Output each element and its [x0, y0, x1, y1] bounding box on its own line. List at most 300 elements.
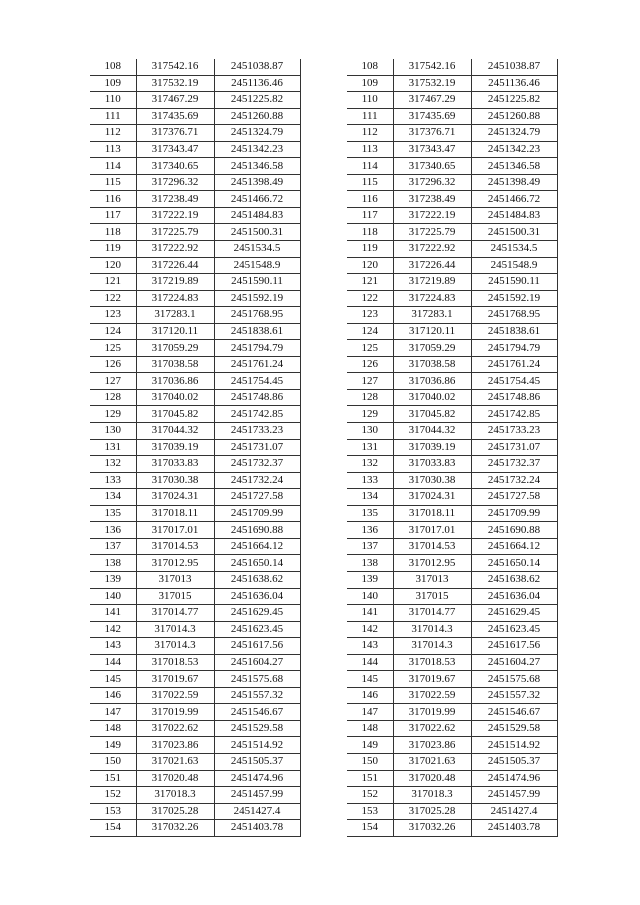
table-row — [347, 423, 557, 440]
point-number-cell: 120 — [90, 257, 136, 274]
table-row — [347, 158, 557, 175]
y-coordinate-cell: 2451457.99 — [471, 787, 557, 804]
y-coordinate-cell: 2451546.67 — [471, 704, 557, 721]
table-row — [347, 671, 557, 688]
point-number-cell: 142 — [90, 621, 136, 638]
table-row — [347, 803, 557, 820]
point-number-cell: 140 — [90, 588, 136, 605]
y-coordinate-cell: 2451500.31 — [471, 224, 557, 241]
point-number-cell: 143 — [347, 638, 393, 655]
y-coordinate-cell: 2451484.83 — [214, 207, 300, 224]
table-row — [90, 803, 300, 820]
x-coordinate-cell: 317059.29 — [136, 340, 214, 357]
y-coordinate-cell: 2451623.45 — [471, 621, 557, 638]
x-coordinate-cell: 317030.38 — [393, 472, 471, 489]
table-row — [347, 125, 557, 142]
x-coordinate-cell: 317019.99 — [393, 704, 471, 721]
table-row — [347, 770, 557, 787]
coordinate-table-body — [347, 59, 557, 836]
point-number-cell: 151 — [347, 770, 393, 787]
y-coordinate-cell: 2451529.58 — [214, 720, 300, 737]
x-coordinate-cell: 317017.01 — [393, 522, 471, 539]
table-row — [90, 108, 300, 125]
y-coordinate-cell: 2451709.99 — [214, 505, 300, 522]
x-coordinate-cell: 317024.31 — [136, 489, 214, 506]
point-number-cell: 110 — [347, 92, 393, 109]
x-coordinate-cell: 317017.01 — [136, 522, 214, 539]
y-coordinate-cell: 2451690.88 — [214, 522, 300, 539]
point-number-cell: 123 — [347, 307, 393, 324]
y-coordinate-cell: 2451346.58 — [214, 158, 300, 175]
y-coordinate-cell: 2451629.45 — [471, 605, 557, 622]
point-number-cell: 130 — [347, 423, 393, 440]
y-coordinate-cell: 2451260.88 — [471, 108, 557, 125]
table-row — [90, 423, 300, 440]
x-coordinate-cell: 317020.48 — [136, 770, 214, 787]
table-row — [90, 141, 300, 158]
x-coordinate-cell: 317019.99 — [136, 704, 214, 721]
y-coordinate-cell: 2451457.99 — [214, 787, 300, 804]
point-number-cell: 147 — [90, 704, 136, 721]
point-number-cell: 127 — [90, 373, 136, 390]
y-coordinate-cell: 2451403.78 — [214, 820, 300, 837]
x-coordinate-cell: 317030.38 — [136, 472, 214, 489]
point-number-cell: 116 — [347, 191, 393, 208]
point-number-cell: 125 — [347, 340, 393, 357]
point-number-cell: 136 — [347, 522, 393, 539]
y-coordinate-cell: 2451534.5 — [214, 241, 300, 258]
coordinate-table-body — [90, 59, 300, 836]
table-row — [347, 489, 557, 506]
table-row — [90, 770, 300, 787]
y-coordinate-cell: 2451732.24 — [471, 472, 557, 489]
point-number-cell: 112 — [347, 125, 393, 142]
table-row — [90, 737, 300, 754]
table-row — [347, 571, 557, 588]
x-coordinate-cell: 317340.65 — [393, 158, 471, 175]
x-coordinate-cell: 317018.53 — [136, 654, 214, 671]
y-coordinate-cell: 2451604.27 — [214, 654, 300, 671]
table-row — [90, 439, 300, 456]
y-coordinate-cell: 2451794.79 — [471, 340, 557, 357]
point-number-cell: 128 — [347, 389, 393, 406]
table-row — [347, 737, 557, 754]
x-coordinate-cell: 317012.95 — [393, 555, 471, 572]
table-row — [90, 588, 300, 605]
y-coordinate-cell: 2451592.19 — [214, 290, 300, 307]
y-coordinate-cell: 2451732.24 — [214, 472, 300, 489]
y-coordinate-cell: 2451742.85 — [214, 406, 300, 423]
x-coordinate-cell: 317296.32 — [393, 174, 471, 191]
x-coordinate-cell: 317222.19 — [136, 207, 214, 224]
coordinate-table-right — [347, 59, 558, 837]
point-number-cell: 135 — [90, 505, 136, 522]
point-number-cell: 141 — [90, 605, 136, 622]
y-coordinate-cell: 2451038.87 — [214, 59, 300, 75]
x-coordinate-cell: 317435.69 — [136, 108, 214, 125]
x-coordinate-cell: 317040.02 — [136, 389, 214, 406]
y-coordinate-cell: 2451794.79 — [214, 340, 300, 357]
table-row — [90, 307, 300, 324]
y-coordinate-cell: 2451324.79 — [214, 125, 300, 142]
x-coordinate-cell: 317340.65 — [136, 158, 214, 175]
table-row — [347, 174, 557, 191]
x-coordinate-cell: 317238.49 — [136, 191, 214, 208]
table-row — [90, 654, 300, 671]
point-number-cell: 121 — [347, 274, 393, 291]
point-number-cell: 114 — [90, 158, 136, 175]
x-coordinate-cell: 317022.62 — [393, 720, 471, 737]
table-row — [347, 439, 557, 456]
y-coordinate-cell: 2451768.95 — [214, 307, 300, 324]
table-row — [90, 538, 300, 555]
table-row — [347, 621, 557, 638]
point-number-cell: 148 — [90, 720, 136, 737]
y-coordinate-cell: 2451225.82 — [214, 92, 300, 109]
x-coordinate-cell: 317019.67 — [136, 671, 214, 688]
x-coordinate-cell: 317023.86 — [136, 737, 214, 754]
point-number-cell: 112 — [90, 125, 136, 142]
table-row — [347, 224, 557, 241]
y-coordinate-cell: 2451136.46 — [214, 75, 300, 92]
y-coordinate-cell: 2451732.37 — [471, 456, 557, 473]
table-row — [90, 671, 300, 688]
point-number-cell: 109 — [90, 75, 136, 92]
point-number-cell: 128 — [90, 389, 136, 406]
table-row — [90, 406, 300, 423]
y-coordinate-cell: 2451575.68 — [214, 671, 300, 688]
y-coordinate-cell: 2451731.07 — [214, 439, 300, 456]
point-number-cell: 145 — [90, 671, 136, 688]
table-row — [347, 654, 557, 671]
table-row — [347, 638, 557, 655]
point-number-cell: 115 — [347, 174, 393, 191]
x-coordinate-cell: 317022.59 — [393, 687, 471, 704]
point-number-cell: 146 — [90, 687, 136, 704]
y-coordinate-cell: 2451590.11 — [471, 274, 557, 291]
x-coordinate-cell: 317222.19 — [393, 207, 471, 224]
table-row — [347, 340, 557, 357]
y-coordinate-cell: 2451398.49 — [214, 174, 300, 191]
point-number-cell: 117 — [90, 207, 136, 224]
x-coordinate-cell: 317036.86 — [136, 373, 214, 390]
table-row — [347, 522, 557, 539]
point-number-cell: 116 — [90, 191, 136, 208]
point-number-cell: 153 — [90, 803, 136, 820]
table-row — [90, 704, 300, 721]
point-number-cell: 132 — [347, 456, 393, 473]
x-coordinate-cell: 317022.59 — [136, 687, 214, 704]
x-coordinate-cell: 317225.79 — [393, 224, 471, 241]
y-coordinate-cell: 2451505.37 — [214, 753, 300, 770]
table-row — [90, 257, 300, 274]
x-coordinate-cell: 317014.53 — [393, 538, 471, 555]
y-coordinate-cell: 2451427.4 — [471, 803, 557, 820]
table-row — [347, 787, 557, 804]
y-coordinate-cell: 2451664.12 — [214, 538, 300, 555]
x-coordinate-cell: 317015 — [136, 588, 214, 605]
point-number-cell: 150 — [347, 753, 393, 770]
x-coordinate-cell: 317021.63 — [136, 753, 214, 770]
table-row — [347, 588, 557, 605]
y-coordinate-cell: 2451761.24 — [471, 356, 557, 373]
point-number-cell: 115 — [90, 174, 136, 191]
table-row — [90, 125, 300, 142]
x-coordinate-cell: 317014.3 — [393, 621, 471, 638]
point-number-cell: 124 — [347, 323, 393, 340]
point-number-cell: 118 — [347, 224, 393, 241]
y-coordinate-cell: 2451038.87 — [471, 59, 557, 75]
x-coordinate-cell: 317014.77 — [136, 605, 214, 622]
x-coordinate-cell: 317296.32 — [136, 174, 214, 191]
y-coordinate-cell: 2451546.67 — [214, 704, 300, 721]
table-row — [90, 92, 300, 109]
point-number-cell: 139 — [347, 571, 393, 588]
table-row — [347, 555, 557, 572]
y-coordinate-cell: 2451484.83 — [471, 207, 557, 224]
point-number-cell: 142 — [347, 621, 393, 638]
y-coordinate-cell: 2451617.56 — [471, 638, 557, 655]
point-number-cell: 123 — [90, 307, 136, 324]
table-row — [90, 158, 300, 175]
point-number-cell: 149 — [347, 737, 393, 754]
x-coordinate-cell: 317283.1 — [136, 307, 214, 324]
point-number-cell: 110 — [90, 92, 136, 109]
y-coordinate-cell: 2451664.12 — [471, 538, 557, 555]
y-coordinate-cell: 2451324.79 — [471, 125, 557, 142]
y-coordinate-cell: 2451136.46 — [471, 75, 557, 92]
x-coordinate-cell: 317226.44 — [393, 257, 471, 274]
x-coordinate-cell: 317033.83 — [136, 456, 214, 473]
y-coordinate-cell: 2451529.58 — [471, 720, 557, 737]
x-coordinate-cell: 317120.11 — [393, 323, 471, 340]
point-number-cell: 119 — [347, 241, 393, 258]
x-coordinate-cell: 317532.19 — [136, 75, 214, 92]
table-row — [347, 373, 557, 390]
x-coordinate-cell: 317343.47 — [393, 141, 471, 158]
y-coordinate-cell: 2451636.04 — [214, 588, 300, 605]
y-coordinate-cell: 2451514.92 — [214, 737, 300, 754]
point-number-cell: 133 — [347, 472, 393, 489]
x-coordinate-cell: 317038.58 — [393, 356, 471, 373]
y-coordinate-cell: 2451733.23 — [214, 423, 300, 440]
y-coordinate-cell: 2451557.32 — [471, 687, 557, 704]
table-row — [347, 820, 557, 837]
x-coordinate-cell: 317018.11 — [393, 505, 471, 522]
y-coordinate-cell: 2451604.27 — [471, 654, 557, 671]
y-coordinate-cell: 2451342.23 — [214, 141, 300, 158]
y-coordinate-cell: 2451636.04 — [471, 588, 557, 605]
point-number-cell: 117 — [347, 207, 393, 224]
table-row — [90, 621, 300, 638]
table-row — [90, 505, 300, 522]
point-number-cell: 153 — [347, 803, 393, 820]
table-row — [90, 456, 300, 473]
table-row — [90, 323, 300, 340]
x-coordinate-cell: 317045.82 — [393, 406, 471, 423]
table-row — [90, 389, 300, 406]
x-coordinate-cell: 317283.1 — [393, 307, 471, 324]
x-coordinate-cell: 317032.26 — [393, 820, 471, 837]
table-row — [90, 522, 300, 539]
table-row — [90, 720, 300, 737]
x-coordinate-cell: 317045.82 — [136, 406, 214, 423]
x-coordinate-cell: 317343.47 — [136, 141, 214, 158]
point-number-cell: 121 — [90, 274, 136, 291]
table-row — [90, 224, 300, 241]
table-row — [347, 389, 557, 406]
x-coordinate-cell: 317222.92 — [136, 241, 214, 258]
point-number-cell: 134 — [347, 489, 393, 506]
point-number-cell: 145 — [347, 671, 393, 688]
point-number-cell: 144 — [347, 654, 393, 671]
table-row — [90, 59, 300, 75]
x-coordinate-cell: 317039.19 — [136, 439, 214, 456]
x-coordinate-cell: 317238.49 — [393, 191, 471, 208]
point-number-cell: 109 — [347, 75, 393, 92]
table-row — [347, 108, 557, 125]
point-number-cell: 131 — [347, 439, 393, 456]
point-number-cell: 126 — [90, 356, 136, 373]
table-row — [90, 274, 300, 291]
x-coordinate-cell: 317033.83 — [393, 456, 471, 473]
y-coordinate-cell: 2451466.72 — [471, 191, 557, 208]
x-coordinate-cell: 317059.29 — [393, 340, 471, 357]
table-row — [90, 472, 300, 489]
point-number-cell: 150 — [90, 753, 136, 770]
point-number-cell: 108 — [90, 59, 136, 75]
y-coordinate-cell: 2451466.72 — [214, 191, 300, 208]
table-row — [347, 141, 557, 158]
y-coordinate-cell: 2451754.45 — [471, 373, 557, 390]
point-number-cell: 141 — [347, 605, 393, 622]
point-number-cell: 139 — [90, 571, 136, 588]
table-row — [90, 207, 300, 224]
table-row — [347, 720, 557, 737]
x-coordinate-cell: 317467.29 — [393, 92, 471, 109]
y-coordinate-cell: 2451500.31 — [214, 224, 300, 241]
point-number-cell: 108 — [347, 59, 393, 75]
x-coordinate-cell: 317019.67 — [393, 671, 471, 688]
y-coordinate-cell: 2451732.37 — [214, 456, 300, 473]
y-coordinate-cell: 2451727.58 — [471, 489, 557, 506]
y-coordinate-cell: 2451768.95 — [471, 307, 557, 324]
y-coordinate-cell: 2451592.19 — [471, 290, 557, 307]
y-coordinate-cell: 2451505.37 — [471, 753, 557, 770]
y-coordinate-cell: 2451575.68 — [471, 671, 557, 688]
y-coordinate-cell: 2451690.88 — [471, 522, 557, 539]
point-number-cell: 124 — [90, 323, 136, 340]
table-row — [347, 538, 557, 555]
y-coordinate-cell: 2451761.24 — [214, 356, 300, 373]
point-number-cell: 138 — [347, 555, 393, 572]
y-coordinate-cell: 2451557.32 — [214, 687, 300, 704]
point-number-cell: 138 — [90, 555, 136, 572]
x-coordinate-cell: 317014.3 — [136, 638, 214, 655]
point-number-cell: 114 — [347, 158, 393, 175]
table-row — [347, 207, 557, 224]
table-row — [347, 687, 557, 704]
table-row — [90, 687, 300, 704]
table-row — [90, 787, 300, 804]
point-number-cell: 111 — [90, 108, 136, 125]
table-row — [90, 373, 300, 390]
y-coordinate-cell: 2451629.45 — [214, 605, 300, 622]
point-number-cell: 132 — [90, 456, 136, 473]
table-row — [347, 307, 557, 324]
point-number-cell: 111 — [347, 108, 393, 125]
point-number-cell: 133 — [90, 472, 136, 489]
table-row — [90, 75, 300, 92]
table-row — [347, 191, 557, 208]
table-row — [347, 356, 557, 373]
x-coordinate-cell: 317022.62 — [136, 720, 214, 737]
y-coordinate-cell: 2451534.5 — [471, 241, 557, 258]
table-row — [347, 505, 557, 522]
x-coordinate-cell: 317542.16 — [393, 59, 471, 75]
point-number-cell: 149 — [90, 737, 136, 754]
x-coordinate-cell: 317013 — [393, 571, 471, 588]
x-coordinate-cell: 317032.26 — [136, 820, 214, 837]
x-coordinate-cell: 317025.28 — [136, 803, 214, 820]
table-row — [347, 274, 557, 291]
y-coordinate-cell: 2451514.92 — [471, 737, 557, 754]
point-number-cell: 120 — [347, 257, 393, 274]
point-number-cell: 113 — [90, 141, 136, 158]
point-number-cell: 127 — [347, 373, 393, 390]
y-coordinate-cell: 2451590.11 — [214, 274, 300, 291]
point-number-cell: 144 — [90, 654, 136, 671]
point-number-cell: 146 — [347, 687, 393, 704]
x-coordinate-cell: 317542.16 — [136, 59, 214, 75]
x-coordinate-cell: 317225.79 — [136, 224, 214, 241]
table-row — [347, 92, 557, 109]
x-coordinate-cell: 317036.86 — [393, 373, 471, 390]
table-row — [90, 191, 300, 208]
x-coordinate-cell: 317020.48 — [393, 770, 471, 787]
x-coordinate-cell: 317222.92 — [393, 241, 471, 258]
table-row — [90, 290, 300, 307]
y-coordinate-cell: 2451225.82 — [471, 92, 557, 109]
point-number-cell: 135 — [347, 505, 393, 522]
point-number-cell: 137 — [347, 538, 393, 555]
x-coordinate-cell: 317039.19 — [393, 439, 471, 456]
y-coordinate-cell: 2451548.9 — [214, 257, 300, 274]
y-coordinate-cell: 2451754.45 — [214, 373, 300, 390]
point-number-cell: 129 — [347, 406, 393, 423]
table-row — [347, 75, 557, 92]
table-row — [90, 638, 300, 655]
point-number-cell: 137 — [90, 538, 136, 555]
x-coordinate-cell: 317018.3 — [136, 787, 214, 804]
x-coordinate-cell: 317038.58 — [136, 356, 214, 373]
point-number-cell: 118 — [90, 224, 136, 241]
x-coordinate-cell: 317014.3 — [136, 621, 214, 638]
point-number-cell: 147 — [347, 704, 393, 721]
y-coordinate-cell: 2451650.14 — [471, 555, 557, 572]
x-coordinate-cell: 317224.83 — [136, 290, 214, 307]
table-row — [90, 571, 300, 588]
x-coordinate-cell: 317467.29 — [136, 92, 214, 109]
x-coordinate-cell: 317226.44 — [136, 257, 214, 274]
x-coordinate-cell: 317012.95 — [136, 555, 214, 572]
y-coordinate-cell: 2451548.9 — [471, 257, 557, 274]
y-coordinate-cell: 2451638.62 — [471, 571, 557, 588]
x-coordinate-cell: 317013 — [136, 571, 214, 588]
table-row — [347, 753, 557, 770]
x-coordinate-cell: 317532.19 — [393, 75, 471, 92]
x-coordinate-cell: 317044.32 — [136, 423, 214, 440]
